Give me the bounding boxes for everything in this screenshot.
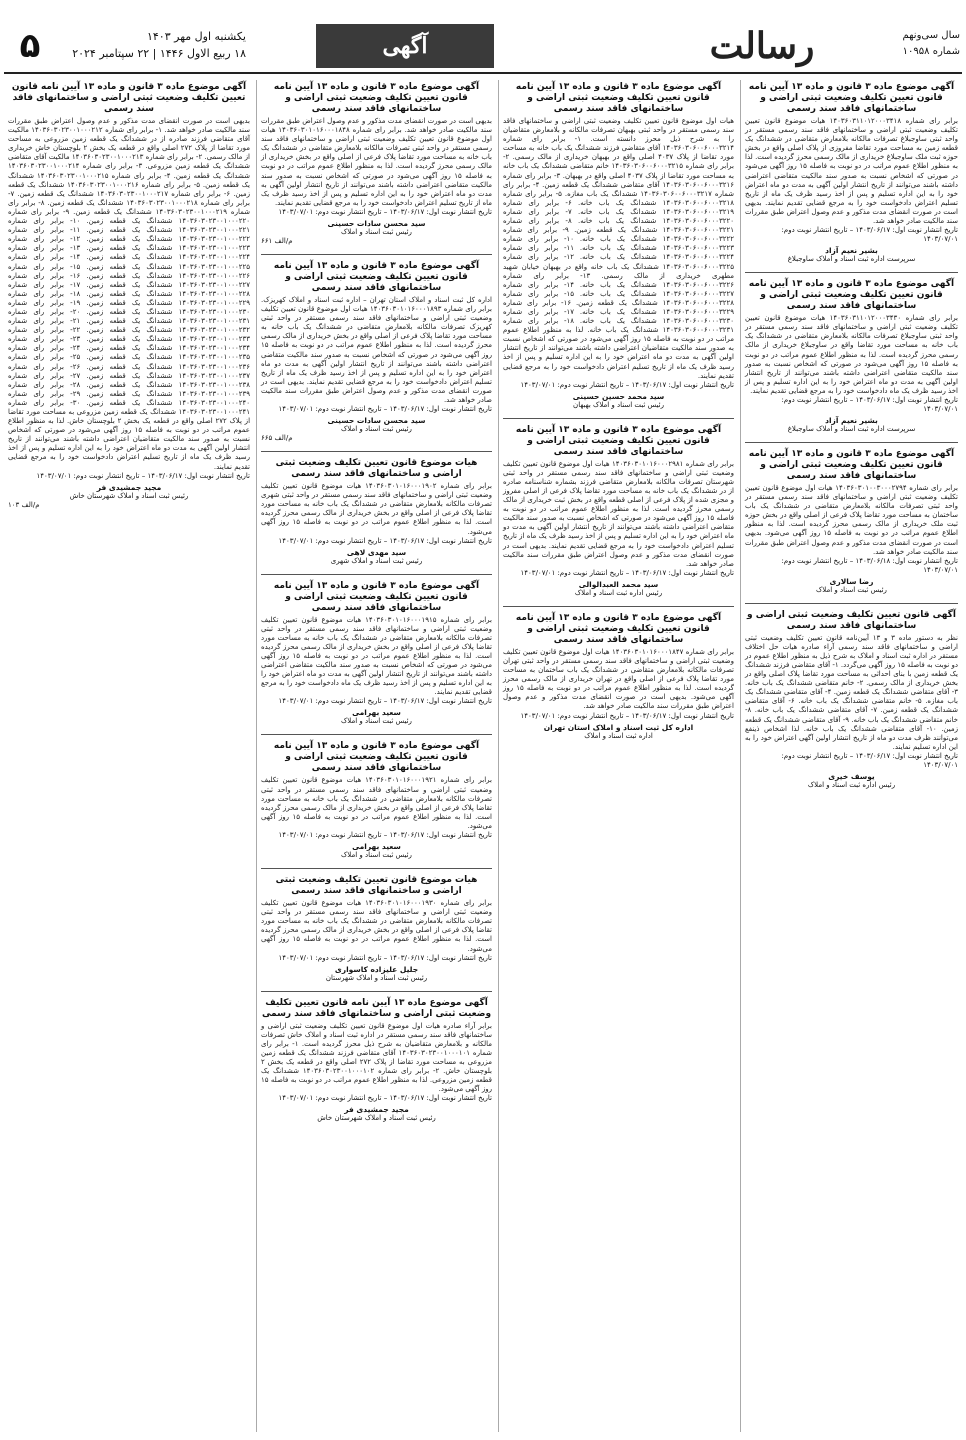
notice-title: آگهی موضوع ماده ۳ قانون و ماده ۱۳ آیین نامه قانون تعیین تکلیف وضعیت ثبتی اراضی و ساختمانهای فاقد سند رسمی	[515, 612, 722, 645]
divider	[261, 991, 492, 992]
notice-pubdate: تاریخ انتشار نوبت اول: ۱۴۰۳/۰۶/۱۸ – تاریخ انتشار نوبت دوم: ۱۴۰۳/۰۷/۰۱	[781, 556, 958, 574]
page-number: ۵	[19, 26, 41, 66]
notice-signer: مجید جمشیدی فر	[96, 482, 162, 492]
notice-body: بدیهی است در صورت انقضای مدت مذکور و عدم وصول اعتراض طبق مقررات سند مالکیت صادر خواهد شد. برابر رای شماره ۱۴۰۳۶۰۳۰۱۰۱۶۰۰۰۱۸۴۸ هیات اول موضوع قانون تعیین تکلیف وضعیت ثبتی اراضی و ساختمانهای فاقد سند رسمی مستقر در واحد ثبتی تصرفات مالکانه بلامعارض متقاضی در ششدانگ یک باب خانه به مساحت مورد تقاضا پلاک فرعی از اصلی واقع در بخش خریداری از مالک رسمی محرز گردیده است. لذا به منظور اطلاع عموم مراتب در دو نوبت به فاصله ۱۵ روز آگهی می‌شود در صورتی که اشخاص نسبت به صدور سند مالکیت متقاضی اعتراضی داشته باشند می‌توانند از تاریخ انتشار اولین آگهی به مدت دو ماه اعتراض خود را به این اداره تسلیم و پس از اخذ رسید ظرف یک ماه از تاریخ تسلیم اعتراض دادخواست خود را به مرجع قضایی تقدیم نمایند.	[261, 117, 493, 207]
notice-office: رئیس ثبت اسناد و املاک	[341, 227, 412, 236]
notice-2	[745, 279, 958, 434]
notice-signer: سعید بهرامی	[352, 842, 401, 852]
divider	[261, 734, 492, 735]
issue-info	[864, 28, 960, 60]
notice-office: سرپرست اداره ثبت اسناد و املاک ساوجبلاغ	[787, 424, 916, 433]
issue-year: سال سی‌ونهم	[902, 30, 960, 41]
notice-body: برابر رای شماره ۱۴۰۳۶۰۳۰۱۰۱۶۰۰۰۱۸۴۷ هیات اول موضوع قانون تعیین تکلیف وضعیت ثبتی اراضی و ساختمانهای فاقد سند رسمی مستقر در واحد ثبتی تهران تصرفات مالکانه بلامعارض متقاضی در ششدانگ یک باب ساختمان به مساحت مورد تقاضا پلاک فرعی از اصلی واقع در تهران خریداری از مالک رسمی محرز گردیده است. لذا به منظور اطلاع عموم مراتب در دو نوبت به فاصله ۱۵ روز آگهی می‌شود. بدیهی است در صورت انقضای مدت مذکور و عدم وصول اعتراض طبق مقررات سند مالکیت صادر خواهد شد.	[503, 647, 735, 711]
divider	[261, 254, 492, 255]
notice-pubdate: تاریخ انتشار نوبت اول: ۱۴۰۳/۰۶/۱۷ – تاریخ انتشار نوبت دوم: ۱۴۰۳/۰۷/۰۱	[781, 226, 958, 244]
column-3	[256, 80, 496, 1432]
notice-body: برابر رای شماره ۱۴۰۳۶۰۳۰۱۰۱۶۰۰۰۲۹۸۱ هیات اول موضوع قانون تعیین تکلیف وضعیت ثبتی اراضی و ساختمانهای فاقد سند رسمی مستقر در واحد ثبتی شهرستان تصرفات مالکانه بلامعارض متقاضی فرزند بشماره شناسنامه صادره از در ششدانگ یک باب خانه به مساحت مورد تقاضا پلاک فرعی از اصلی مفروز و مجزی شده از پلاک فرعی از اصلی قطعه واقع در بخش ثبت خریداری از مالک رسمی محرز گردیده است. لذا به منظور اطلاع عموم مراتب در دو نوبت به فاصله ۱۵ روز آگهی می‌شود در صورتی که اشخاص نسبت به صدور سند مالکیت متقاضی اعتراضی داشته باشند می‌توانند از تاریخ انتشار اولین آگهی به مدت دو ماه اعتراض خود را به این اداره تسلیم و پس از اخذ رسید ظرف یک ماه از تاریخ تسلیم اعتراض دادخواست خود را به مرجع قضایی تقدیم نمایند. بدیهی است در صورت انقضای مدت مذکور و عدم وصول اعتراض طبق مقررات سند مالکیت صادر خواهد شد.	[503, 459, 735, 568]
notice-7	[503, 613, 734, 741]
notice-body: برابر رای شماره ۱۴۰۳۶۰۳۰۱۰۰۳۰۰۰۲۷۹۴ هیات اول موضوع قانون تعیین تکلیف وضعیت ثبتی اراضی و ساختمانهای فاقد سند رسمی مستقر در واحد ثبتی تصرفات مالکانه بلامعارض متقاضی در ششدانگ یک باب ساختمان به مساحت مورد تقاضا پلاک فرعی از اصلی واقع در بخش حوزه ثبت ملک خریداری از مالک رسمی محرز گردیده است. لذا به منظور اطلاع عموم مراتب در دو نوبت به فاصله ۱۵ روز آگهی می‌شود. بدیهی است در صورت انقضای مدت مذکور و عدم وصول اعتراض طبق مقررات سند مالکیت صادر خواهد شد.	[745, 483, 959, 556]
notice-pubdate: تاریخ انتشار نوبت اول: ۱۴۰۳/۰۶/۱۷ – تاریخ انتشار نوبت دوم: ۱۴۰۳/۰۷/۰۱	[278, 831, 492, 840]
section-banner: آگهی	[316, 24, 494, 68]
notice-office: رئیس ثبت اسناد و املاک شهرستان	[325, 973, 428, 982]
notice-office: رئیس اداره ثبت اسناد و املاک	[574, 588, 663, 597]
notice-signer: مجید جمشیدی فر	[344, 1105, 409, 1115]
issue-number: شماره ۱۰۹۵۸	[902, 46, 960, 57]
notice-signer: سید مهدی لاهی	[346, 547, 407, 557]
notice-office: رئیس ثبت اسناد و املاک	[341, 851, 412, 860]
notice-body: برابر رای شماره ۱۴۰۳۶۰۳۰۱۰۱۶۰۰۰۱۹۳۰ هیات موضوع قانون تعیین تکلیف وضعیت ثبتی اراضی و ساختمانهای فاقد سند رسمی مستقر در واحد ثبتی تصرفات مالکانه بلامعارض متقاضی در ششدانگ یک باب خانه به مساحت مورد تقاضا پلاک فرعی از اصلی واقع در بخش خریداری از مالک رسمی محرز گردیده است. لذا به منظور اطلاع عموم مراتب در دو نوبت به فاصله ۱۵ روز آگهی می‌شود.	[261, 899, 492, 953]
notice-title: آگهی موضوع ماده ۳ قانون و ماده ۱۳ آیین نامه قانون تعیین تکلیف وضعیت ثبتی اراضی و ساختمانهای فاقد سند رسمی	[748, 448, 955, 481]
notice-office: رئیس ثبت اسناد و املاک شهرستان خاش	[317, 1114, 436, 1123]
notices-area	[4, 80, 962, 1432]
notice-office: رئیس ثبت اسناد و املاک	[341, 425, 412, 434]
notice-signer: سید محسن سادات حسینی	[327, 416, 426, 426]
notice-pubdate: تاریخ انتشار نوبت اول: ۱۴۰۳/۰۶/۱۷ – تاریخ انتشار نوبت دوم: ۱۴۰۳/۰۷/۰۱	[278, 1094, 492, 1103]
notice-pubdate: تاریخ انتشار نوبت اول: ۱۴۰۳/۰۶/۱۷ – تاریخ انتشار نوبت دوم: ۱۴۰۳/۰۷/۰۱	[278, 207, 492, 216]
notice-8	[261, 82, 492, 246]
notice-pubdate: تاریخ انتشار نوبت اول: ۱۴۰۳/۰۶/۱۷ – تاریخ انتشار نوبت دوم: ۱۴۰۳/۰۷/۰۱	[278, 536, 492, 545]
notice-title: آگهی موضوع ماده ۳ قانون و ماده ۱۳ آیین نامه قانون تعیین تکلیف وضعیت ثبتی اراضی و ساختمانهای فاقد سند رسمی	[748, 82, 955, 114]
notice-body: برابر رای شماره ۱۴۰۳۶۰۳۰۱۰۱۶۰۰۰۱۹۱۵ هیات موضوع قانون تعیین تکلیف وضعیت ثبتی اراضی و ساختمانهای فاقد سند رسمی مستقر در واحد ثبتی تصرفات مالکانه بلامعارض متقاضی در ششدانگ یک باب خانه به مساحت مورد تقاضا پلاک فرعی از اصلی واقع در بخش خریداری از مالک رسمی محرز گردیده است. لذا به منظور اطلاع عموم مراتب در دو نوبت به فاصله ۱۵ روز آگهی می‌شود در صورتی که اشخاص نسبت به صدور سند مالکیت متقاضی اعتراضی داشته باشند می‌توانند از تاریخ انتشار اولین آگهی به مدت دو ماه اعتراض خود را به این اداره تسلیم و پس از اخذ رسید ظرف یک ماه دادخواست خود را به مرجع قضایی تقدیم نمایند.	[261, 615, 492, 697]
notice-title: آگهی موضوع ماده ۳ قانون و ماده ۱۳ آیین نامه قانون تعیین تکلیف وضعیت ثبتی اراضی و ساختمانهای فاقد سند رسمی	[273, 260, 480, 293]
divider	[261, 574, 492, 575]
notice-signer: بشیر نعیم آزاد	[825, 246, 878, 256]
notice-office: سرپرست اداره ثبت اسناد و املاک ساوجبلاغ	[787, 255, 916, 264]
column-1	[740, 80, 962, 1432]
notice-pubdate: تاریخ انتشار نوبت اول: ۱۴۰۳/۰۶/۱۷ – تاریخ انتشار نوبت دوم: ۱۴۰۳/۰۷/۰۱	[278, 697, 492, 706]
column-4	[4, 80, 254, 1432]
notice-pubdate: تاریخ انتشار نوبت اول: ۱۴۰۳/۰۶/۱۷ – تاریخ انتشار نوبت دوم: ۱۴۰۳/۰۷/۰۱	[36, 471, 250, 480]
newspaper-logo: رسالت	[709, 25, 815, 67]
notice-signer: بشیر نعیم آزاد	[825, 415, 878, 425]
notice-signer: یوسف خیری	[828, 771, 875, 781]
notice-body: برابر آراء صادره هیات اول موضوع قانون تعیین تکلیف وضعیت ثبتی اراضی و ساختمانهای فاقد سند رسمی مستقر در اداره ثبت اسناد و املاک خاش تصرفات مالکانه و بلامعارض متقاضیان به شرح ذیل محرز گردیده است. ۱- برابر رای شماره ۱۴۰۳۶۰۳۰۲۳۰۰۱۰۰۰۱۰۱ آقای متقاضی فرزند ششدانگ یک قطعه زمین مزروعی به مساحت مورد تقاضا از پلاک ۲۷۲ اصلی واقع در قطعه یک بخش ۲ بلوچستان خاش. ۲- برابر رای شماره ۱۴۰۳۶۰۳۰۲۳۰۰۱۰۰۰۱۰۲ ششدانگ یک قطعه زمین مزروعی. لذا به منظور اطلاع عموم مراتب در دو نوبت به فاصله ۱۵ روز آگهی می‌شود.	[261, 1021, 493, 1094]
divider	[745, 272, 958, 273]
notice-5	[503, 425, 734, 598]
notice-signer: سید محسن سادات حسینی	[327, 218, 426, 228]
issue-dates	[56, 28, 246, 62]
notice-pubdate: تاریخ انتشار نوبت اول: ۱۴۰۳/۰۶/۱۷ – تاریخ انتشار نوبت دوم: ۱۴۰۳/۰۷/۰۱	[781, 395, 958, 413]
notice-pubdate: تاریخ انتشار نوبت اول: ۱۴۰۳/۰۶/۱۷ – تاریخ انتشار نوبت دوم: ۱۴۰۳/۰۷/۰۱	[278, 953, 492, 962]
column-2	[498, 80, 738, 1432]
notice-pubdate: تاریخ انتشار نوبت اول: ۱۴۰۳/۰۶/۱۷ – تاریخ انتشار نوبت دوم: ۱۴۰۳/۰۷/۰۱	[520, 380, 734, 389]
notice-pubdate: تاریخ انتشار نوبت اول: ۱۴۰۳/۰۶/۱۷ – تاریخ انتشار نوبت دوم: ۱۴۰۳/۰۷/۰۱	[520, 568, 734, 577]
notice-body: برابر رای شماره ۱۴۰۳۶۰۳۰۱۰۱۶۰۰۰۱۹۰۲ هیات موضوع قانون تعیین تکلیف وضعیت ثبتی اراضی و ساختمانهای فاقد سند رسمی مستقر در واحد ثبتی شهری تصرفات مالکانه بلامعارض متقاضی در ششدانگ یک باب خانه به مساحت مورد تقاضا پلاک فرعی از اصلی واقع در بخش خریداری از مالک رسمی محرز گردیده است. لذا به منظور اطلاع عموم مراتب در دو نوبت به فاصله ۱۵ روز آگهی می‌شود.	[261, 482, 492, 536]
divider	[503, 606, 734, 607]
date-persian: یکشنبه اول مهر ۱۴۰۳	[146, 30, 246, 43]
notice-title: آگهی قانون تعیین تکلیف وضعیت ثبتی اراضی و ساختمانهای فاقد سند رسمی	[746, 609, 956, 631]
notice-12	[261, 741, 492, 860]
notice-13	[261, 875, 492, 983]
notice-pubdate: تاریخ انتشار نوبت اول: ۱۴۰۳/۰۶/۱۷ – تاریخ انتشار نوبت دوم: ۱۴۰۳/۰۷/۰۱	[278, 405, 492, 414]
notice-ref: م/الف ۶۶۵	[261, 434, 293, 443]
notice-signer: سید محمد العبدالوالی	[578, 579, 659, 589]
notice-body: هیات اول موضوع قانون تعیین تکلیف وضعیت ثبتی اراضی و ساختمانهای فاقد سند رسمی مستقر در واحد ثبتی بهبهان تصرفات مالکانه و بلامعارض متقاضیان را به شرح ذیل محرز دانسته است. ۱- برابر رای شماره ۱۴۰۳۶۰۳۰۶۰۰۶۰۰۰۳۲۱۴ آقای متقاضی فرزند ششدانگ یک باب خانه به مساحت مورد تقاضا از پلاک ۴۰۳۷ اصلی واقع در بهبهان خریداری از مالک رسمی. ۲- برابر رای شماره ۱۴۰۳۶۰۳۰۶۰۰۶۰۰۰۳۲۱۵ خانم متقاضی ششدانگ یک باب خانه به مساحت مورد تقاضا از پلاک ۴۰۳۷ اصلی واقع در بهبهان. ۳- برابر رای شماره ۱۴۰۳۶۰۳۰۶۰۰۶۰۰۰۳۲۱۶ آقای متقاضی ششدانگ یک قطعه زمین. ۴- برابر رای شماره ۱۴۰۳۶۰۳۰۶۰۰۶۰۰۰۳۲۱۷ ششدانگ یک باب مغازه. ۵- برابر رای شماره ۱۴۰۳۶۰۳۰۶۰۰۶۰۰۰۳۲۱۸ ششدانگ یک باب خانه. ۶- برابر رای شماره ۱۴۰۳۶۰۳۰۶۰۰۶۰۰۰۳۲۱۹ ششدانگ یک باب خانه. ۷- برابر رای شماره ۱۴۰۳۶۰۳۰۶۰۰۶۰۰۰۳۲۲۰ ششدانگ یک باب خانه. ۸- برابر رای شماره ۱۴۰۳۶۰۳۰۶۰۰۶۰۰۰۳۲۲۱ ششدانگ یک قطعه زمین. ۹- برابر رای شماره ۱۴۰۳۶۰۳۰۶۰۰۶۰۰۰۳۲۲۲ ششدانگ یک باب خانه. ۱۰- برابر رای شماره ۱۴۰۳۶۰۳۰۶۰۰۶۰۰۰۳۲۲۳ ششدانگ یک باب خانه. ۱۱- برابر رای شماره ۱۴۰۳۶۰۳۰۶۰۰۶۰۰۰۳۲۲۴ ششدانگ یک باب خانه. ۱۲- برابر رای شماره ۱۴۰۳۶۰۳۰۶۰۰۶۰۰۰۳۲۲۵ ششدانگ یک باب خانه واقع در بهبهان خیابان شهید مطهری خریداری از مالک رسمی. ۱۳- برابر رای شماره ۱۴۰۳۶۰۳۰۶۰۰۶۰۰۰۳۲۲۶ ششدانگ یک باب خانه. ۱۴- برابر رای شماره ۱۴۰۳۶۰۳۰۶۰۰۶۰۰۰۳۲۲۷ ششدانگ یک باب خانه. ۱۵- برابر رای شماره ۱۴۰۳۶۰۳۰۶۰۰۶۰۰۰۳۲۲۸ ششدانگ یک قطعه زمین. ۱۶- برابر رای شماره ۱۴۰۳۶۰۳۰۶۰۰۶۰۰۰۳۲۲۹ ششدانگ یک باب خانه. ۱۷- برابر رای شماره ۱۴۰۳۶۰۳۰۶۰۰۶۰۰۰۳۲۳۰ ششدانگ یک باب خانه. ۱۸- برابر رای شماره ۱۴۰۳۶۰۳۰۶۰۰۶۰۰۰۳۲۳۱ ششدانگ یک باب خانه. لذا به منظور اطلاع عموم مراتب در دو نوبت به فاصله ۱۵ روز آگهی می‌شود در صورتی که اشخاص نسبت به صدور سند مالکیت متقاضیان اعتراضی داشته باشند می‌توانند از تاریخ انتشار اولین آگهی به مدت دو ماه اعتراض خود را به این اداره تسلیم و پس از اخذ رسید ظرف یک ماه از تاریخ تسلیم اعتراض دادخواست خود را به مرجع قضایی تقدیم نمایند.	[503, 117, 735, 380]
notice-10	[261, 458, 492, 566]
notice-9	[261, 261, 492, 443]
notice-office: اداره ثبت اسناد و املاک	[584, 731, 653, 740]
notice-office: رئیس ثبت اسناد و املاک شهری	[330, 556, 423, 565]
notice-ref: م/الف ۱۰۳	[8, 500, 40, 509]
notice-3	[745, 449, 958, 595]
notice-title: آگهی موضوع ماده ۱۳ آیین نامه قانون تعیین تکلیف وضعیت ثبتی اراضی و ساختمانهای فاقد سند رسمی	[261, 997, 492, 1019]
notice-title: هیات موضوع قانون تعیین تکلیف وضعیت ثبتی اراضی و ساختمانهای فاقد سند رسمی	[275, 875, 478, 897]
notice-body: نظر به دستور ماده ۳ و ۱۳ آیین‌نامه قانون تعیین تکلیف وضعیت ثبتی اراضی و ساختمانهای فاقد سند رسمی آراء صادره هیات حل اختلاف مستقر در اداره ثبت اسناد و املاک به شرح ذیل به منظور اطلاع عموم در دو نوبت به فاصله ۱۵ روز آگهی می‌گردد. ۱- آقای متقاضی فرزند ششدانگ یک قطعه زمین با بنای احداثی به مساحت مورد تقاضا پلاک اصلی واقع در بخش خریداری از مالک رسمی. ۲- خانم متقاضی ششدانگ یک باب خانه. ۳- آقای متقاضی ششدانگ یک قطعه زمین. ۴- آقای متقاضی ششدانگ یک باب مغازه. ۵- خانم متقاضی ششدانگ یک باب خانه. ۶- آقای متقاضی ششدانگ یک قطعه زمین. ۷- آقای متقاضی ششدانگ یک باب خانه. ۸- خانم متقاضی ششدانگ یک باب خانه. ۹- آقای متقاضی ششدانگ یک قطعه زمین. ۱۰- آقای متقاضی ششدانگ یک باب خانه. لذا اشخاص ذینفع می‌توانند ظرف مدت دو ماه از تاریخ انتشار اولین آگهی اعتراض خود را به این اداره تسلیم نمایند.	[745, 633, 958, 751]
notice-title: آگهی موضوع ماده ۳ قانون و ماده ۱۳ آیین نامه قانون تعیین تکلیف وضعیت ثبتی اراضی و ساختمانهای فاقد سند رسمی	[273, 82, 480, 114]
divider	[261, 451, 492, 452]
divider	[745, 442, 958, 443]
date-lunar-gregorian: ۱۸ ربیع الاول ۱۴۴۶ | ۲۲ سپتامبر ۲۰۲۴	[72, 47, 246, 60]
notice-15	[8, 82, 250, 510]
notice-pubdate: تاریخ انتشار نوبت اول: ۱۴۰۳/۰۶/۱۷ – تاریخ انتشار نوبت دوم: ۱۴۰۳/۰۷/۰۱	[781, 751, 958, 769]
notice-office: رئیس ثبت اسناد و املاک	[341, 717, 412, 726]
divider	[745, 603, 958, 604]
notice-4	[503, 82, 734, 410]
notice-office: رئیس ثبت اسناد و املاک	[816, 585, 887, 594]
notice-14	[261, 998, 492, 1124]
notice-body: برابر رای شماره ۱۴۰۳۶۰۳۰۱۰۱۶۰۰۰۱۹۲۱ هیات موضوع قانون تعیین تکلیف وضعیت ثبتی اراضی و ساختمانهای فاقد سند رسمی مستقر در واحد ثبتی تصرفات مالکانه بلامعارض متقاضی در ششدانگ یک باب خانه به مساحت مورد تقاضا پلاک فرعی از اصلی واقع در بخش خریداری از مالک رسمی محرز گردیده است. لذا به منظور اطلاع عموم مراتب در دو نوبت به فاصله ۱۵ روز آگهی می‌شود.	[261, 776, 492, 830]
notice-title: هیات موضوع قانون تعیین تکلیف وضعیت ثبتی اراضی و ساختمانهای فاقد سند رسمی	[275, 458, 478, 480]
notice-title: آگهی موضوع ماده ۳ قانون و ماده ۱۳ آیین نامه قانون تعیین تکلیف وضعیت ثبتی اراضی و ساختمانهای فاقد سند رسمی	[273, 580, 480, 613]
notice-signer: اداره کل ثبت اسناد و املاک استان تهران	[543, 722, 694, 732]
notice-title: آگهی موضوع ماده ۳ قانون و ماده ۱۳ آیین نامه قانون تعیین تکلیف وضعیت ثبتی اراضی و ساختمانهای فاقد سند رسمی	[11, 82, 247, 114]
notice-signer: رضا سالاری	[829, 576, 874, 586]
notice-body: اداره کل ثبت اسناد و املاک استان تهران – اداره ثبت اسناد و املاک کهریزک. برابر رای شماره ۱۴۰۳۶۰۳۰۱۰۱۶۰۰۰۱۸۹۳ هیات اول موضوع قانون تعیین تکلیف وضعیت ثبتی اراضی و ساختمانهای فاقد سند رسمی مستقر در واحد ثبتی کهریزک تصرفات مالکانه بلامعارض متقاضی در ششدانگ یک باب خانه به مساحت مورد تقاضا پلاک فرعی از اصلی واقع در بخش خریداری از مالک رسمی محرز گردیده است. لذا به منظور اطلاع عموم مراتب در دو نوبت به فاصله ۱۵ روز آگهی می‌شود در صورتی که اشخاص نسبت به صدور سند مالکیت متقاضی اعتراضی داشته باشند می‌توانند از تاریخ انتشار اولین آگهی به مدت دو ماه اعتراض خود را به این اداره تسلیم و پس از اخذ رسید ظرف یک ماه از تاریخ تسلیم اعتراض دادخواست خود را به مرجع قضایی تقدیم نمایند. بدیهی است در صورت انقضای مدت مذکور و عدم وصول اعتراض طبق مقررات سند مالکیت صادر خواهد شد.	[261, 295, 493, 404]
notice-office: رئیس ثبت اسناد و املاک شهرستان خاش	[69, 491, 189, 500]
notice-6	[745, 610, 958, 790]
notice-body: برابر رای شماره ۱۴۰۳۶۰۳۱۱۰۱۲۰۰۰۳۴۳۰ هیات موضوع قانون تعیین تکلیف وضعیت ثبتی اراضی و ساختمانهای فاقد سند رسمی مستقر در واحد ثبتی ساوجبلاغ تصرفات مالکانه بلامعارض متقاضی در ششدانگ یک باب خانه به مساحت مورد تقاضا واقع در ساوجبلاغ خریداری از مالک رسمی محرز گردیده است. لذا به منظور اطلاع عموم مراتب در دو نوبت به فاصله ۱۵ روز آگهی می‌شود در صورتی که اشخاص نسبت به صدور سند مالکیت متقاضی اعتراضی داشته باشند می‌توانند از تاریخ انتشار اولین آگهی به مدت دو ماه اعتراض خود را به این اداره تسلیم و پس از اخذ رسید ظرف یک ماه دادخواست خود را به مرجع قضایی تقدیم نمایند.	[745, 314, 958, 395]
notice-signer: سید محمد حسین حسینی	[572, 391, 665, 401]
notice-11	[261, 581, 492, 727]
notice-1	[745, 82, 958, 264]
notice-signer: جلیل علیزاده کاسواری	[334, 964, 419, 974]
notice-title: آگهی موضوع ماده ۳ قانون و ماده ۱۳ آیین نامه قانون تعیین تکلیف وضعیت ثبتی اراضی و ساختمانهای فاقد سند رسمی	[748, 279, 955, 312]
notice-body: بدیهی است در صورت انقضای مدت مذکور و عدم وصول اعتراض طبق مقررات سند مالکیت صادر خواهد شد. ۱- برابر رای شماره ۱۴۰۳۶۰۳۰۲۳۰۰۱۰۰۰۲۱۲ مالکیت آقای متقاضی فرزند صادره از در ششدانگ یک قطعه زمین مزروعی به مساحت مورد تقاضا از پلاک ۲۷۲ اصلی واقع در قطعه یک بخش ۲ بلوچستان خاش خریداری از مالک رسمی. ۲- برابر رای شماره ۱۴۰۳۶۰۳۰۲۳۰۰۱۰۰۰۲۱۳ مالکیت آقای متقاضی ششدانگ یک قطعه زمین مزروعی. ۳- برابر رای شماره ۱۴۰۳۶۰۳۰۲۳۰۰۱۰۰۰۲۱۴ ششدانگ یک قطعه زمین. ۴- برابر رای شماره ۱۴۰۳۶۰۳۰۲۳۰۰۱۰۰۰۲۱۵ ششدانگ یک قطعه زمین. ۵- برابر رای شماره ۱۴۰۳۶۰۳۰۲۳۰۰۱۰۰۰۲۱۶ ششدانگ یک قطعه زمین. ۶- برابر رای شماره ۱۴۰۳۶۰۳۰۲۳۰۰۱۰۰۰۲۱۷ ششدانگ یک قطعه زمین. ۷- برابر رای شماره ۱۴۰۳۶۰۳۰۲۳۰۰۱۰۰۰۲۱۸ ششدانگ یک قطعه زمین. ۸- برابر رای شماره ۱۴۰۳۶۰۳۰۲۳۰۰۱۰۰۰۲۱۹ ششدانگ یک قطعه زمین. ۹- برابر رای شماره ۱۴۰۳۶۰۳۰۲۳۰۰۱۰۰۰۲۲۰ ششدانگ یک قطعه زمین. ۱۰- برابر رای شماره ۱۴۰۳۶۰۳۰۲۳۰۰۱۰۰۰۲۲۱ ششدانگ یک قطعه زمین. ۱۱- برابر رای شماره ۱۴۰۳۶۰۳۰۲۳۰۰۱۰۰۰۲۲۲ ششدانگ یک قطعه زمین. ۱۲- برابر رای شماره ۱۴۰۳۶۰۳۰۲۳۰۰۱۰۰۰۲۲۳ ششدانگ یک قطعه زمین. ۱۳- برابر رای شماره ۱۴۰۳۶۰۳۰۲۳۰۰۱۰۰۰۲۲۴ ششدانگ یک قطعه زمین. ۱۴- برابر رای شماره ۱۴۰۳۶۰۳۰۲۳۰۰۱۰۰۰۲۲۵ ششدانگ یک قطعه زمین. ۱۵- برابر رای شماره ۱۴۰۳۶۰۳۰۲۳۰۰۱۰۰۰۲۲۶ ششدانگ یک قطعه زمین. ۱۶- برابر رای شماره ۱۴۰۳۶۰۳۰۲۳۰۰۱۰۰۰۲۲۷ ششدانگ یک قطعه زمین. ۱۷- برابر رای شماره ۱۴۰۳۶۰۳۰۲۳۰۰۱۰۰۰۲۲۸ ششدانگ یک قطعه زمین. ۱۸- برابر رای شماره ۱۴۰۳۶۰۳۰۲۳۰۰۱۰۰۰۲۲۹ ششدانگ یک قطعه زمین. ۱۹- برابر رای شماره ۱۴۰۳۶۰۳۰۲۳۰۰۱۰۰۰۲۳۰ ششدانگ یک قطعه زمین. ۲۰- برابر رای شماره ۱۴۰۳۶۰۳۰۲۳۰۰۱۰۰۰۲۳۱ ششدانگ یک قطعه زمین. ۲۱- برابر رای شماره ۱۴۰۳۶۰۳۰۲۳۰۰۱۰۰۰۲۳۲ ششدانگ یک قطعه زمین. ۲۲- برابر رای شماره ۱۴۰۳۶۰۳۰۲۳۰۰۱۰۰۰۲۳۳ ششدانگ یک قطعه زمین. ۲۳- برابر رای شماره ۱۴۰۳۶۰۳۰۲۳۰۰۱۰۰۰۲۳۴ ششدانگ یک قطعه زمین. ۲۴- برابر رای شماره ۱۴۰۳۶۰۳۰۲۳۰۰۱۰۰۰۲۳۵ ششدانگ یک قطعه زمین. ۲۵- برابر رای شماره ۱۴۰۳۶۰۳۰۲۳۰۰۱۰۰۰۲۳۶ ششدانگ یک قطعه زمین. ۲۶- برابر رای شماره ۱۴۰۳۶۰۳۰۲۳۰۰۱۰۰۰۲۳۷ ششدانگ یک قطعه زمین. ۲۷- برابر رای شماره ۱۴۰۳۶۰۳۰۲۳۰۰۱۰۰۰۲۳۸ ششدانگ یک قطعه زمین. ۲۸- برابر رای شماره ۱۴۰۳۶۰۳۰۲۳۰۰۱۰۰۰۲۳۹ ششدانگ یک قطعه زمین. ۲۹- برابر رای شماره ۱۴۰۳۶۰۳۰۲۳۰۰۱۰۰۰۲۴۰ ششدانگ یک قطعه زمین. ۳۰- برابر رای شماره ۱۴۰۳۶۰۳۰۲۳۰۰۱۰۰۰۲۴۱ ششدانگ یک قطعه زمین مزروعی به مساحت مورد تقاضا از پلاک ۲۷۲ اصلی واقع در قطعه یک بخش ۲ بلوچستان خاش. لذا به منظور اطلاع عموم مراتب در دو نوبت به فاصله ۱۵ روز آگهی می‌شود در صورتی که اشخاص نسبت به صدور سند مالکیت متقاضیان اعتراضی داشته باشند می‌توانند از تاریخ انتشار اولین آگهی به مدت دو ماه اعتراض خود را به این اداره تسلیم و پس از اخذ رسید ظرف یک ماه از تاریخ تسلیم اعتراض دادخواست خود را به مرجع قضایی تقدیم نمایند.	[8, 117, 251, 471]
divider	[261, 868, 492, 869]
notice-title: آگهی موضوع ماده ۳ قانون و ماده ۱۳ آیین نامه قانون تعیین تکلیف وضعیت ثبتی اراضی و ساختمانهای فاقد سند رسمی	[273, 741, 480, 774]
notice-body: برابر رای شماره ۱۴۰۳۶۰۳۱۱۰۱۲۰۰۰۳۴۱۸ هیات موضوع قانون تعیین تکلیف وضعیت ثبتی اراضی و ساختمانهای فاقد سند رسمی مستقر در واحد ثبتی ساوجبلاغ تصرفات مالکانه بلامعارض متقاضی در ششدانگ یک قطعه زمین به مساحت مورد تقاضا مفروزی از پلاک اصلی واقع در بخش حوزه ثبت ملک ساوجبلاغ خریداری از مالک رسمی محرز گردیده است. لذا به منظور اطلاع عموم مراتب در دو نوبت به فاصله ۱۵ روز آگهی می‌شود در صورتی که اشخاص نسبت به صدور سند مالکیت متقاضی اعتراضی داشته باشند می‌توانند از تاریخ انتشار اولین آگهی به مدت دو ماه اعتراض خود را به این اداره تسلیم و پس از اخذ رسید ظرف یک ماه از تاریخ تسلیم اعتراض دادخواست خود را به مرجع قضایی تقدیم نمایند. بدیهی است در صورت انقضای مدت مذکور و عدم وصول اعتراض طبق مقررات سند مالکیت صادر خواهد شد.	[745, 117, 958, 226]
notice-pubdate: تاریخ انتشار نوبت اول: ۱۴۰۳/۰۶/۱۷ – تاریخ انتشار نوبت دوم: ۱۴۰۳/۰۷/۰۱	[520, 711, 734, 720]
notice-office: رئیس اداره ثبت اسناد و املاک	[807, 780, 896, 789]
notice-title: آگهی موضوع ماده ۳ قانون و ماده ۱۳ آیین نامه قانون تعیین تکلیف وضعیت ثبتی اراضی و ساختمانهای فاقد سند رسمی	[515, 82, 722, 114]
notice-signer: سعید بهرامی	[352, 708, 401, 718]
divider	[503, 418, 734, 419]
notice-ref: م/الف ۶۶۱	[261, 236, 293, 245]
notice-title: آگهی موضوع ماده ۳ قانون و ماده ۱۳ آیین نامه قانون تعیین تکلیف وضعیت ثبتی اراضی و ساختمانهای فاقد سند رسمی	[515, 424, 722, 457]
notice-office: رئیس ثبت اسناد و املاک بهبهان	[573, 400, 664, 409]
newspaper-header	[4, 22, 962, 74]
